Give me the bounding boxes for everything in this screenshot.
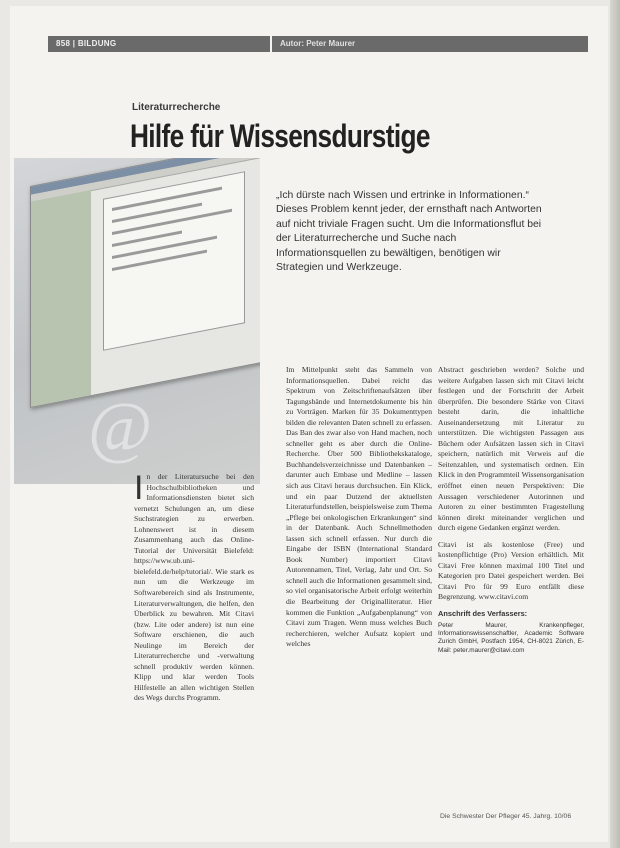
column-3 xyxy=(438,365,584,655)
column-2 xyxy=(286,365,432,650)
section-label: 858 | BILDUNG xyxy=(56,39,117,48)
illustration-image xyxy=(14,158,260,484)
panel-line xyxy=(112,187,222,211)
at-symbol-graphic: @ xyxy=(88,389,153,466)
column-1-text: n der Literatursuche bei den Hochschulbibliotheken und Informationsdiensten bietet sich vernetzt Schulungen an, um diese Suchstrategien zu erwerben. Lohnenswert ist in diesem Zusammenhang auch das Online-Tutorial der Universität Bielefeld: https://www.ub.uni-bielefeld.de/help/tutorial/. Wie stark es nun um die Werkzeuge im Softwarebereich sind als Instrumente, Literaturverwaltungen, die helfen, den Überblick zu bewahren. Mit Citavi (bzw. Lite oder andere) ist nun eine Software erschienen, die auch Neulinge im Bereich der Literaturrecherche und -verwaltung schnell produktiv werden können. Klipp und klar werden Tools Hilfestelle an allen wichtigen Stellen des Wegs durchs Programm. xyxy=(134,472,254,703)
page-footer: Die Schwester Der Pfleger 45. Jahrg. 10/06 xyxy=(440,813,572,820)
column-3-text: Abstract geschrieben werden? Solche und weitere Aufgaben lassen sich mit Citavi leicht festlegen und der Fortschritt der Arbeit überprüfen. Die besondere Stärke von Citavi besteht darin, die inhaltliche Auseinandersetzung mit Literatur zu unterstützen. Die wichtigsten Passagen aus Büchern oder Aufsätzen lassen sich in Citavi speichern, natürlich mit Verweis auf die Seitenzahlen, und systematisch ordnen. Ein Klick in den Programmteil Wissensorganisation eröffnet einen neuen Perspektiven: Die Aussagen verschiedener Autorinnen und Autoren zu einer bestimmten Fragestellung können direkt miteinander verglichen und durch eigene Gedanken ergänzt werden. xyxy=(438,365,584,533)
window-sidebar xyxy=(31,190,91,407)
panel-line xyxy=(112,236,217,259)
column-1 xyxy=(134,469,254,704)
author-address xyxy=(438,609,584,655)
author-address-text: Peter Maurer, Krankenpfleger, Informationswissenschaftler, Academic Software Zurich GmbH, Postfach 1954, CH-8021 Zürich, E-Mail: peter.maurer@citavi.com xyxy=(438,621,584,654)
column-2-text: Im Mittelpunkt steht das Sammeln von Informationsquellen. Dabei reicht das Spektrum von Zeitschriftenaufsätzen über Tagungsbände und Internetdokumente bis hin zu Vorträgen. Marken für 35 Dokumenttypen bilden die relevanten Daten schnell zu erfassen. Das Ban des zwar also von Hand machen, noch schneller geht es aber durch die Online-Recherche. Über 500 Bibliothekskataloge, Buchhandelsverzeichnisse und Datenbanken – darunter auch Embase und Medline – lassen sich aus Citavi heraus durchsuchen. Ein Klick, und ein paar Dutzend der aktuellsten Literaturfundstellen, beispielsweise zum Thema „Pflege bei onkologischen Erkrankungen“ sind in der Datenbank. Auch Schnellmethoden lassen sich schnell erfassen. Nur durch die Eingabe der ISBN (International Standard Book Number) importiert Citavi Autorennamen, Titel, Verlag, Jahr und Ort. So schnell auch die Informationen gesammelt sind, so viel organisatorische Arbeit erfolgt weiterhin die Bearbeitung der Originalliteratur. Hier kommen die Funktion „Aufgabenplanung“ von Citavi zum Tragen. Wenn muss welches Buch recherchieren, welcher Aufsatz kopiert und welches xyxy=(286,365,432,649)
header-divider xyxy=(270,36,272,52)
software-screenshot xyxy=(30,158,260,408)
lead-paragraph: „Ich dürste nach Wissen und ertrinke in Informationen.“ Dieses Problem kennt jeder, der ernsthaft nach Antworten auf nicht triviale Fragen sucht. Um die Informationsflut bei der Literaturrecherche und Suche nach Informationsquellen zu bewältigen, benötigen wir Strategien und Werkzeuge. xyxy=(276,190,542,274)
window-panel xyxy=(103,171,245,351)
panel-line xyxy=(112,209,232,235)
article-title: Hilfe für Wissensdurstige xyxy=(130,118,430,154)
author-label: Autor: Peter Maurer xyxy=(280,39,356,48)
drop-cap: I xyxy=(134,469,144,507)
column-3-text-b: Citavi ist als kostenlose (Free) und kostenpflichtige (Pro) Version erhältlich. Mit Citavi Free können maximal 100 Titel und Kategorien pro Datei gespeichert werden. Bei Citavi Pro für 99 Euro entfällt diese Begrenzung. www.citavi.com xyxy=(438,539,584,602)
page-edge xyxy=(610,0,620,848)
header-strip xyxy=(48,36,588,52)
author-address-title: Anschrift des Verfassers: xyxy=(438,609,528,619)
kicker: Literaturrecherche xyxy=(132,102,221,113)
